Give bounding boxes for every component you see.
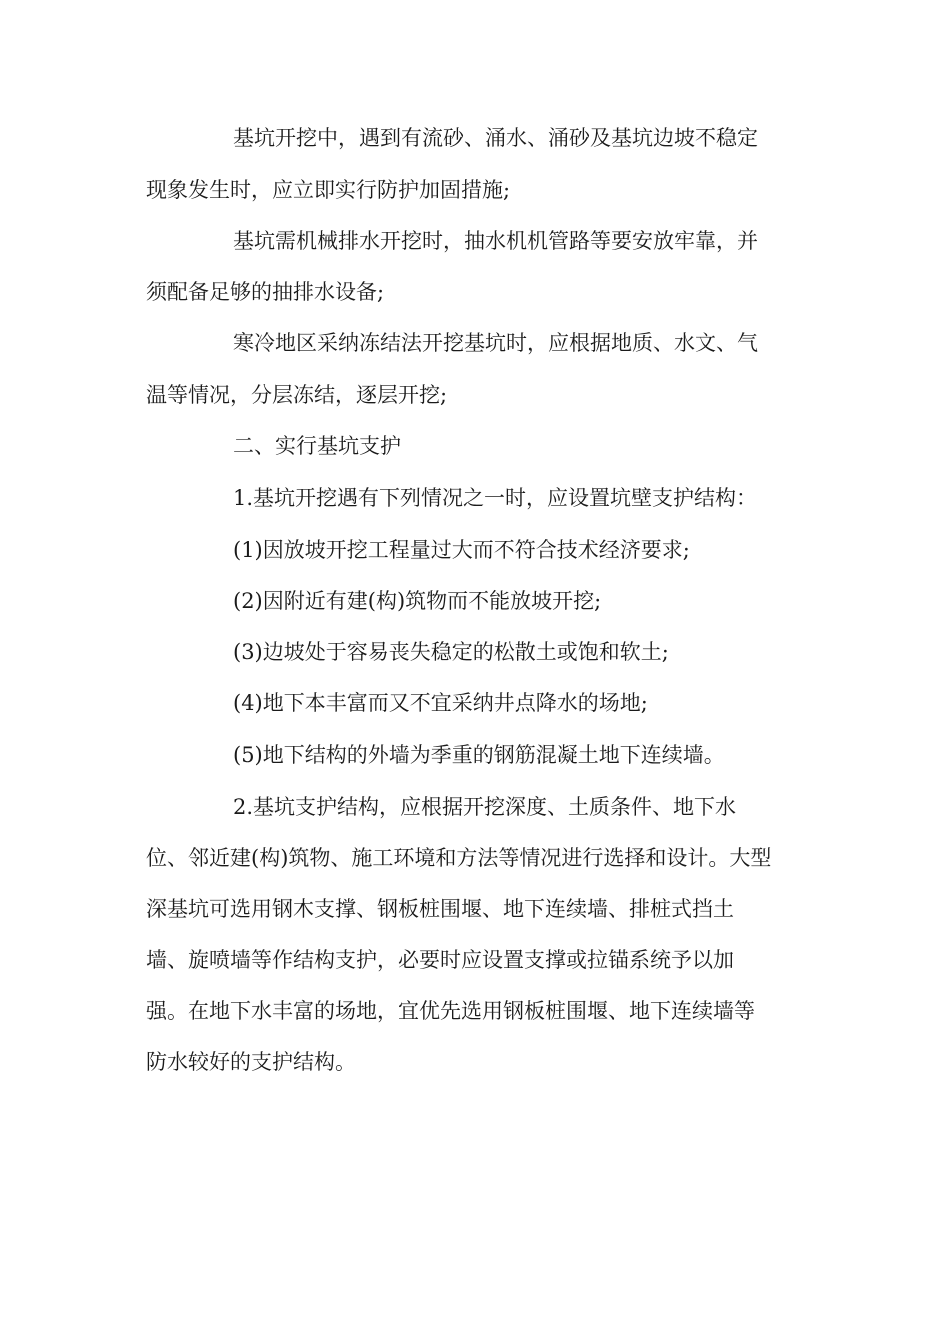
paragraph-line-4: 须配备足够的抽排水设备;	[146, 280, 385, 304]
list-item-2: (2)因附近有建(构)筑物而不能放坡开挖;	[233, 589, 602, 613]
section-heading: 二、实行基坑支护	[233, 434, 401, 458]
paragraph-line-9: 深基坑可选用钢木支撑、钢板桩围堰、地下连续墙、排桩式挡土	[146, 897, 734, 921]
paragraph-line-2: 现象发生时，应立即实行防护加固措施;	[146, 178, 511, 202]
list-item-3: (3)边坡处于容易丧失稳定的松散土或饱和软土;	[233, 640, 669, 664]
paragraph-line-7: 2.基坑支护结构，应根据开挖深度、土质条件、地下水	[233, 795, 737, 819]
paragraph-line-11: 强。在地下水丰富的场地，宜优先选用钢板桩围堰、地下连续墙等	[146, 999, 755, 1023]
paragraph-line-6: 温等情况，分层冻结，逐层开挖;	[146, 383, 448, 407]
paragraph-line-5: 寒冷地区采纳冻结法开挖基坑时，应根据地质、水文、气	[233, 331, 758, 355]
list-item-1: (1)因放坡开挖工程量过大而不符合技术经济要求;	[233, 538, 690, 562]
paragraph-line-8: 位、邻近建(构)筑物、施工环境和方法等情况进行选择和设计。大型	[146, 846, 772, 870]
list-item-4: (4)地下本丰富而又不宜采纳井点降水的场地;	[233, 691, 648, 715]
list-intro-line: 1.基坑开挖遇有下列情况之一时，应设置坑壁支护结构：	[233, 486, 758, 510]
paragraph-line-1: 基坑开挖中，遇到有流砂、涌水、涌砂及基坑边坡不稳定	[233, 126, 758, 150]
paragraph-line-3: 基坑需机械排水开挖时，抽水机机管路等要安放牢靠，并	[233, 229, 758, 253]
paragraph-line-10: 墙、旋喷墙等作结构支护，必要时应设置支撑或拉锚系统予以加	[146, 948, 734, 972]
list-item-5: (5)地下结构的外墙为季重的钢筋混凝土地下连续墙。	[233, 743, 725, 767]
paragraph-line-12: 防水较好的支护结构。	[146, 1050, 356, 1074]
